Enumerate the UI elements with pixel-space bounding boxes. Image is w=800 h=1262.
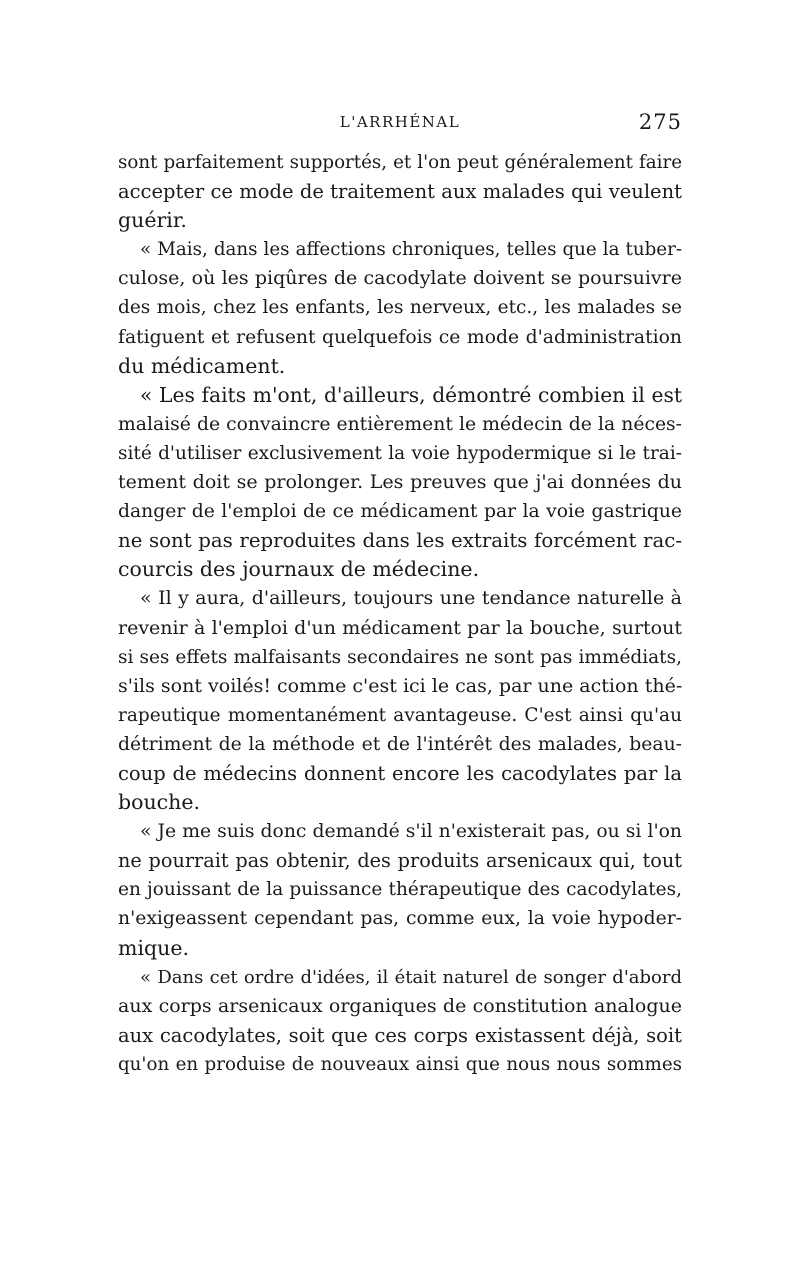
text-line: qu'on en produise de nouveaux ainsi que nous nous sommes [118, 1053, 682, 1075]
text-line: ne sont pas reproduites dans les extraits forcément rac- [118, 529, 682, 553]
text-line: tement doit se prolonger. Les preuves que j'ai données du [118, 471, 682, 494]
running-head [118, 110, 682, 139]
text-line: sité d'utiliser exclusivement la voie hypodermique si le trai- [118, 442, 682, 464]
text-line: « Il y aura, d'ailleurs, toujours une tendance naturelle à [140, 587, 682, 610]
text-line: fatiguent et refusent quelquefois ce mode d'administration [118, 326, 682, 348]
text-line: mique. [118, 935, 189, 960]
text-line: bouche. [118, 790, 200, 815]
text-line: courcis des journaux de médecine. [118, 557, 480, 582]
text-line: malaisé de convaincre entièrement le médecin de la néces- [118, 413, 682, 435]
text-line: n'exigeassent cependant pas, comme eux, la voie hypoder- [118, 908, 682, 930]
text-line: culose, où les piqûres de cacodylate doivent se poursuivre [118, 267, 682, 290]
text-line: des mois, chez les enfants, les nerveux, etc., les malades se [118, 297, 682, 319]
text-line: guérir. [118, 208, 187, 233]
text-line: du médicament. [118, 353, 286, 378]
text-line: accepter ce mode de traitement aux malades qui veulent [118, 180, 682, 204]
text-line: s'ils sont voilés! comme c'est ici le cas, par une action thé- [118, 674, 683, 697]
text-line: « Les faits m'ont, d'ailleurs, démontré combien il est [140, 382, 682, 407]
text-line: revenir à l'emploi d'un médicament par la bouche, surtout [118, 616, 682, 639]
text-line: « Dans cet ordre d'idées, il était naturel de songer d'abord [140, 966, 682, 988]
text-line: rapeutique momentanément avantageuse. C'est ainsi qu'au [118, 704, 682, 726]
body-text [118, 148, 682, 1079]
text-line: ne pourrait pas obtenir, des produits arsenicaux qui, tout [118, 849, 682, 873]
text-line: détriment de la méthode et de l'intérêt des malades, beau- [118, 733, 682, 755]
text-line: danger de l'emploi de ce médicament par la voie gastrique [118, 501, 682, 523]
text-line: si ses effets malfaisants secondaires ne sont pas immédiats, [118, 646, 682, 668]
page-number: 275 [638, 110, 682, 134]
text-line: aux corps arsenicaux organiques de constitution analogue [118, 994, 682, 1017]
text-line: coup de médecins donnent encore les cacodylates par la [118, 761, 682, 785]
running-title: L'ARRHÉNAL [339, 113, 461, 131]
text-line: « Je me suis donc demandé s'il n'existerait pas, ou si l'on [140, 821, 682, 843]
text-line: en jouissant de la puissance thérapeutique des cacodylates, [118, 879, 682, 901]
text-line: sont parfaitement supportés, et l'on peut généralement faire [118, 152, 682, 173]
text-line: aux cacodylates, soit que ces corps existassent déjà, soit [118, 1023, 682, 1047]
text-line: « Mais, dans les affections chroniques, telles que la tuber- [140, 239, 682, 261]
